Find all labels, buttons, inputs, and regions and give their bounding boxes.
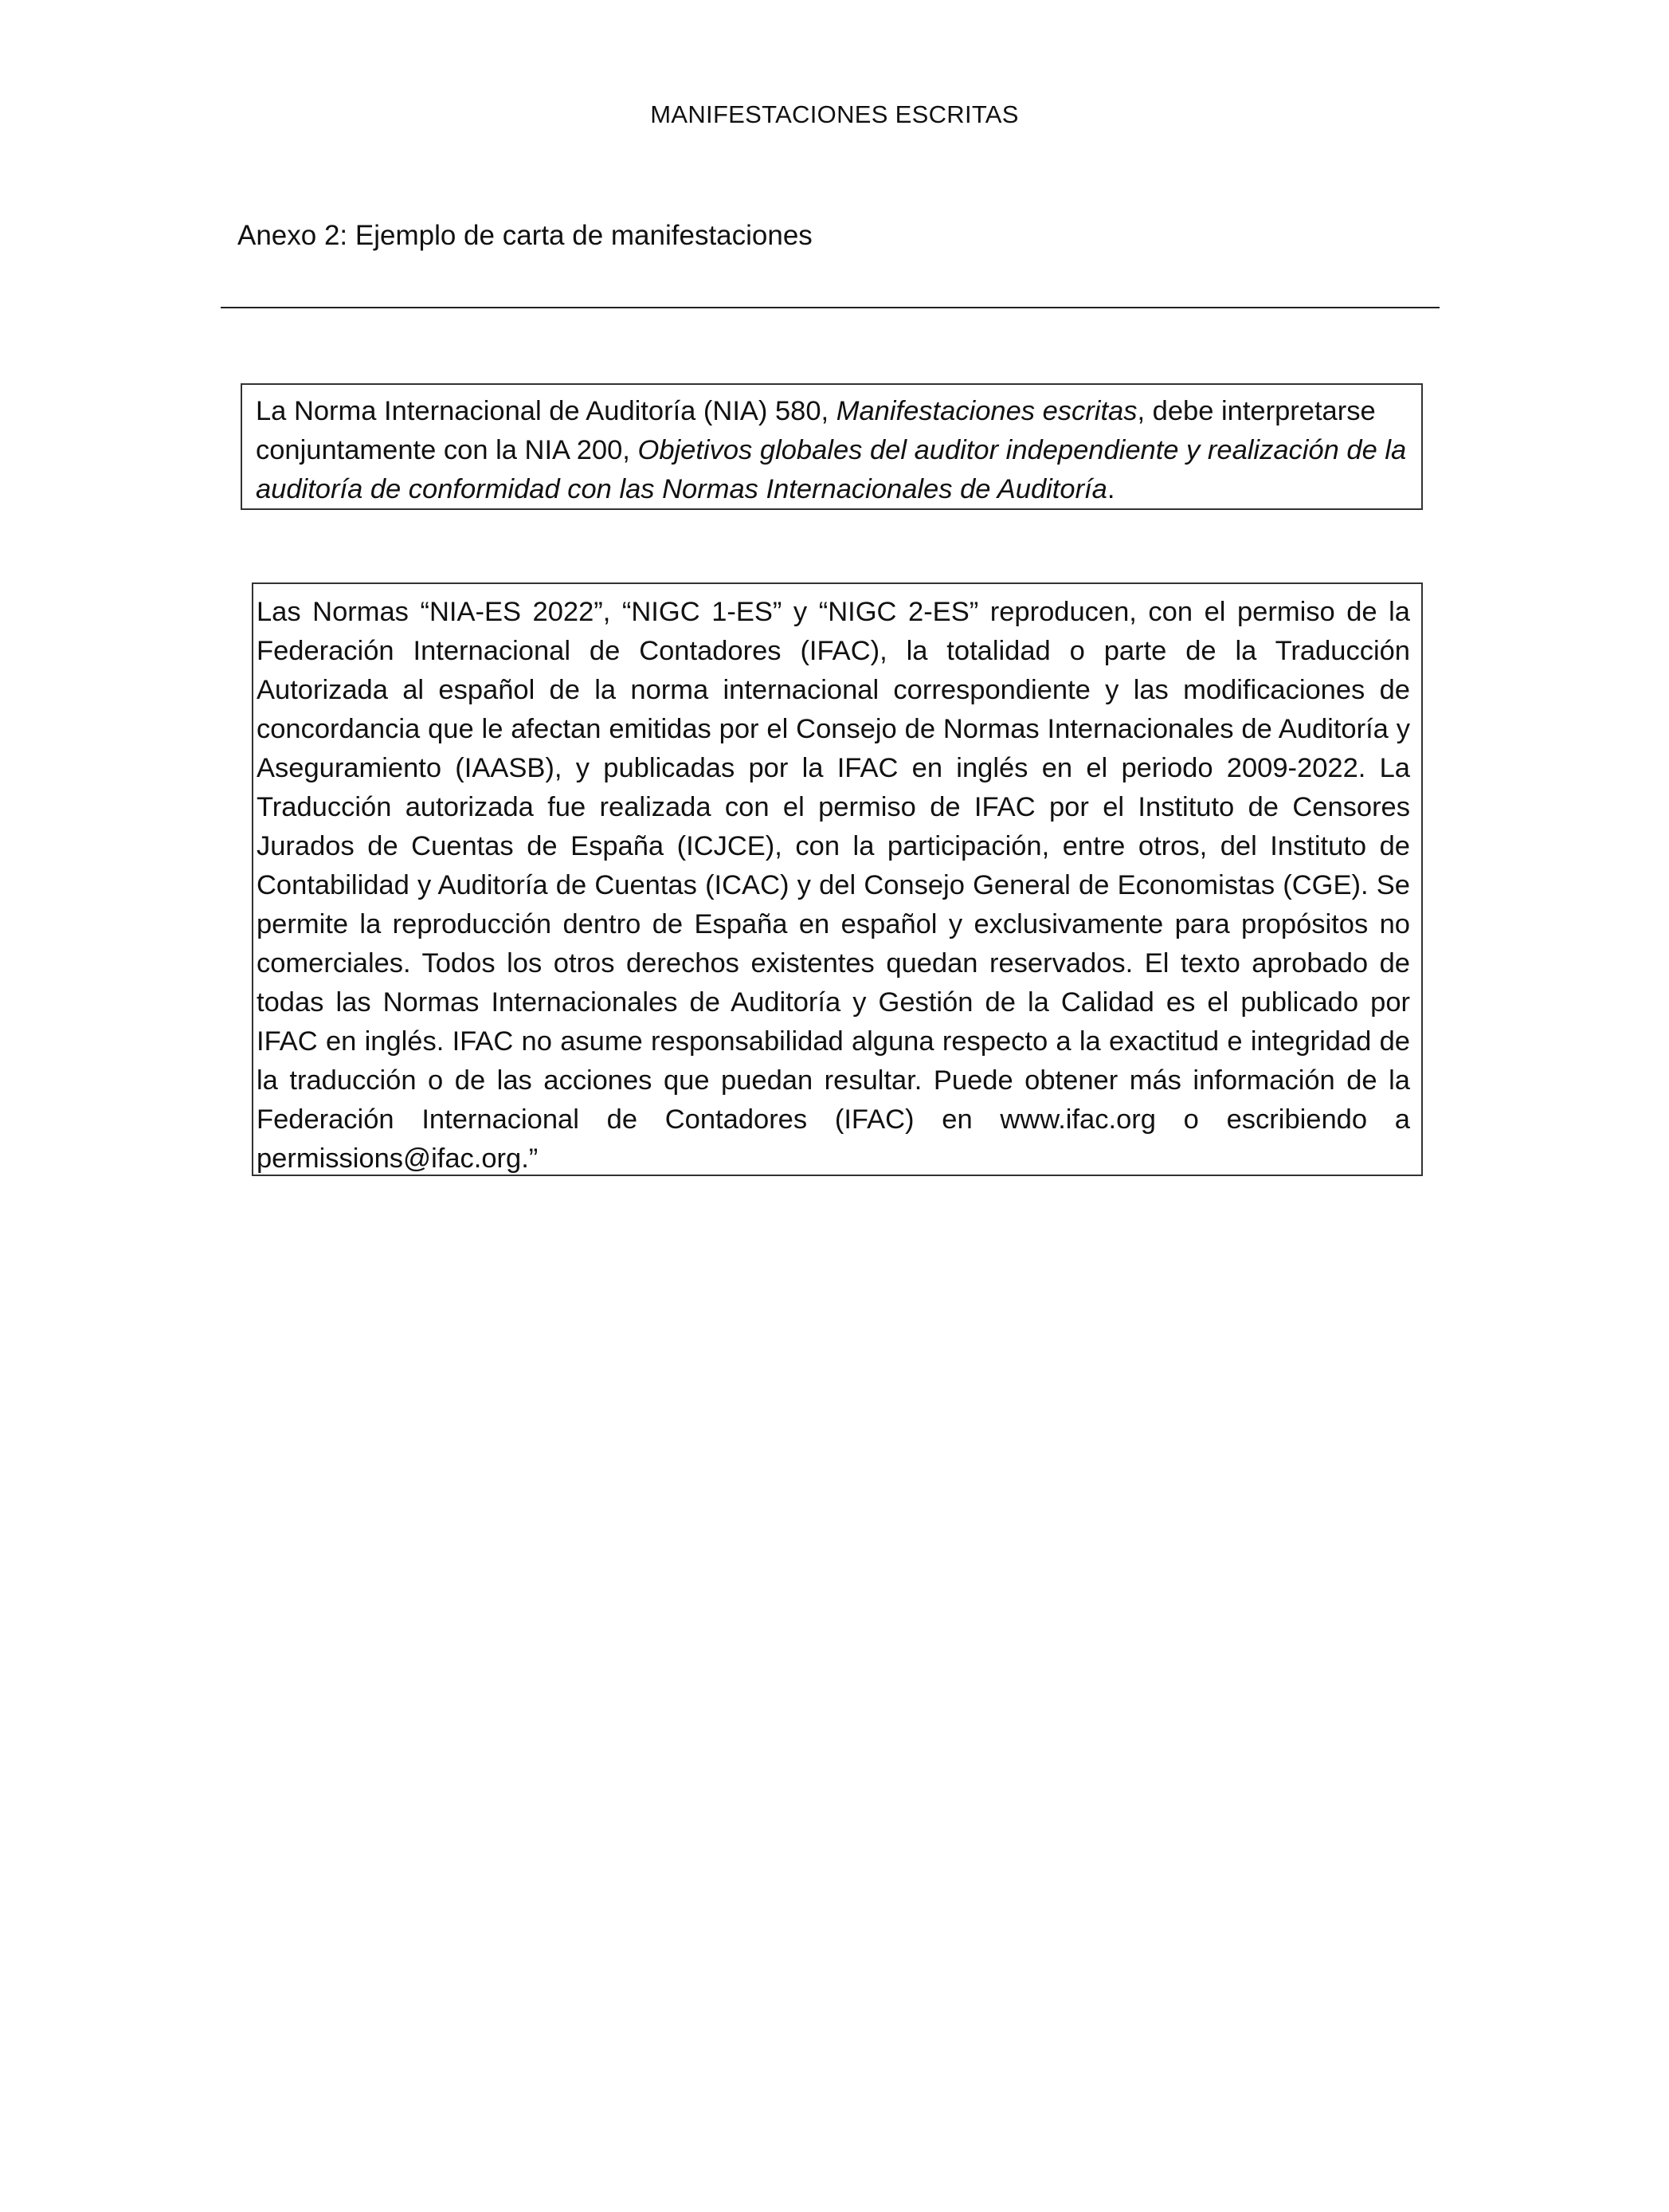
title-divider xyxy=(221,307,1440,308)
nia-note-text-3: . xyxy=(1107,474,1115,504)
running-header: MANIFESTACIONES ESCRITAS xyxy=(650,100,1019,128)
nia-interpretation-note xyxy=(241,383,1423,510)
annex-title: Anexo 2: Ejemplo de carta de manifestaciones xyxy=(237,220,813,251)
nia-note-text-1: La Norma Internacional de Auditoría (NIA) 580, xyxy=(256,396,836,426)
copyright-note-paragraph: Las Normas “NIA-ES 2022”, “NIGC 1-ES” y “NIGC 2-ES” reproducen, con el permiso de la Federación Internacional de Contadores (IFAC), la totalidad o parte de la Traducción Autorizada al español de la norma internacional correspondiente y las modificaciones de concordancia que le afectan emitidas por el Consejo de Normas Internacionales de Auditoría y Aseguramiento (IAASB), y publicadas por la IFAC en inglés en el periodo 2009-2022. La Traducción autorizada fue realizada con el permiso de IFAC por el Instituto de Censores Jurados de Cuentas de España (ICJCE), con la participación, entre otros, del Instituto de Contabilidad y Auditoría de Cuentas (ICAC) y del Consejo General de Economistas (CGE). Se permite la reproducción dentro de España en español y exclusivamente para propósitos no comerciales. Todos los otros derechos existentes quedan reservados. El texto aprobado de todas las Normas Internacionales de Auditoría y Gestión de la Calidad es el publicado por IFAC en inglés. IFAC no asume responsabilidad alguna respecto a la exactitud e integridad de la traducción o de las acciones que puedan resultar. Puede obtener más información de la Federación Internacional de Contadores (IFAC) en www.ifac.org o escribiendo a permissions@ifac.org.” xyxy=(257,597,1410,1174)
nia-note-text-2: , debe interpretarse conjuntamente con la NIA 200, xyxy=(256,396,1376,465)
nia-note-italic-1: Manifestaciones escritas xyxy=(836,396,1138,426)
nia-note-italic-2: Objetivos globales del auditor independiente y realización de la auditoría de conformidad con las Normas Internacionales de Auditoría xyxy=(256,435,1407,504)
nia-note-paragraph xyxy=(256,392,1408,509)
copyright-note xyxy=(252,582,1423,1176)
